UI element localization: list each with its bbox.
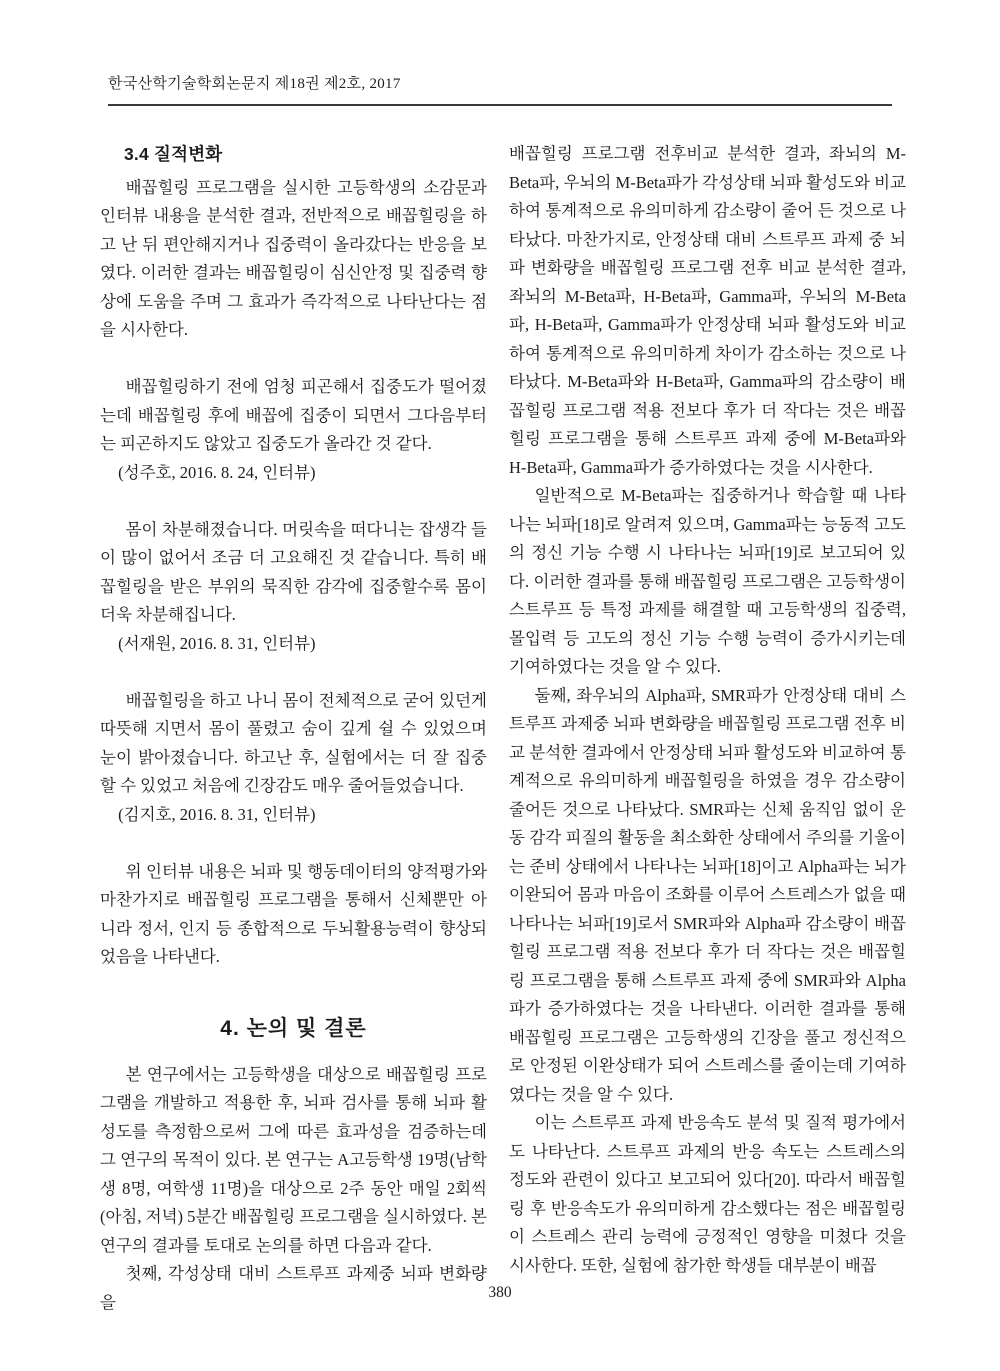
para: 첫째, 각성상태 대비 스트루프 과제중 뇌파 변화량을	[100, 1264, 487, 1312]
para: 배꼽힐링하기 전에 엄청 피곤해서 집중도가 떨어졌는데 배꼽힐링 후에 배꼽에 집중이 되면서 그다음부터는 피곤하지도 않았고 집중도가 올라간 것 같다.	[100, 377, 487, 453]
left-column	[100, 140, 487, 1317]
journal-header: 한국산학기술학회논문지 제18권 제2호, 2017	[108, 76, 401, 92]
para: 본 연구에서는 고등학생을 대상으로 배꼽힐링 프로그램을 개발하고 적용한 후, 뇌파 검사를 통해 뇌파 활성도를 측정함으로써 그에 따른 효과성을 검증하는데 그 연구의 목적이 있다. 본 연구는 A고등학생 19명(남학생 8명, 여학생 11명)을 대상으로 2주 동안 매일 2회씩(아침, 저녁) 5분간 배꼽힐링 프로그램을 실시하였다. 본 연구의 결과를 토대로 논의를 하면 다음과 같다.	[100, 1064, 487, 1255]
para: 배꼽힐링을 하고 나니 몸이 전체적으로 굳어 있던게 따뜻해 지면서 몸이 풀렸고 숨이 깊게 쉴 수 있었으며 눈이 밝아졌습니다. 하고난 후, 실험에서는 더 잘 집중할 수 있었고 처음에 긴장감도 매우 줄어들었습니다.	[100, 690, 487, 795]
page-number: 380	[488, 1284, 512, 1301]
para: 배꼽힐링 프로그램을 실시한 고등학생의 소감문과 인터뷰 내용을 분석한 결과, 전반적으로 배꼽힐링을 하고 난 뒤 편안해지거나 집중력이 올라갔다는 반응을 보였다. 이러한 결과는 배꼽힐링이 심신안정 및 집중력 향상에 도움을 주며 그 효과가 즉각적으로 나타난다는 점을 시사한다.	[100, 177, 487, 339]
para: 일반적으로 M-Beta파는 집중하거나 학습할 때 나타나는 뇌파[18]로 알려져 있으며, Gamma파는 능동적 고도의 정신 기능 수행 시 나타나는 뇌파[19]로 보고되어 있다. 이러한 결과를 통해 배꼽힐링 프로그램은 고등학생이 스트루프 등 특정 과제를 해결할 때 고등학생의 집중력, 몰입력 등 고도의 정신 기능 수행 능력이 증가시키는데 기여하였다는 것을 알 수 있다.	[509, 486, 906, 676]
citation: (성주호, 2016. 8. 24, 인터뷰)	[118, 462, 316, 482]
citation: (김지호, 2016. 8. 31, 인터뷰)	[118, 804, 316, 824]
two-column-body	[100, 140, 906, 1317]
chapter-heading: 4. 논의 및 결론	[220, 1016, 367, 1040]
para: 배꼽힐링 프로그램 전후비교 분석한 결과, 좌뇌의 M-Beta파, 우뇌의 M-Beta파가 각성상태 뇌파 활성도와 비교하여 통계적으로 유의미하게 감소량이 줄어 든 것으로 나타났다. 마찬가지로, 안정상태 대비 스트루프 과제 중 뇌파 변화량을 배꼽힐링 프로그램 전후 비교 분석한 결과, 좌뇌의 M-Beta파, H-Beta파, Gamma파, 우뇌의 M-Beta파, H-Beta파, Gamma파가 안정상태 뇌파 활성도와 비교하여 통계적으로 유의미하게 차이가 감소하는 것으로 나타났다. M-Beta파와 H-Beta파, Gamma파의 감소량이 배꼽힐링 프로그램 적용 전보다 후가 더 작다는 것은 배꼽힐링 프로그램을 통해 스트루프 과제 중에 M-Beta파와 H-Beta파, Gamma파가 증가하였다는 것을 시사한다.	[509, 144, 906, 477]
header-rule	[108, 104, 892, 106]
citation: (서재원, 2016. 8. 31, 인터뷰)	[118, 633, 316, 653]
right-column	[509, 140, 906, 1317]
para: 몸이 차분해졌습니다. 머릿속을 떠다니는 잡생각 들이 많이 없어서 조금 더 고요해진 것 같습니다. 특히 배꼽힐링을 받은 부위의 묵직한 감각에 집중할수록 몸이 더욱 차분해집니다.	[100, 519, 487, 624]
para: 위 인터뷰 내용은 뇌파 및 행동데이터의 양적평가와 마찬가지로 배꼽힐링 프로그램을 통해서 신체뿐만 아니라 정서, 인지 등 종합적으로 두뇌활용능력이 향상되었음을 나타낸다.	[100, 861, 487, 966]
para: 둘째, 좌우뇌의 Alpha파, SMR파가 안정상태 대비 스트루프 과제중 뇌파 변화량을 배꼽힐링 프로그램 전후 비교 분석한 결과에서 안정상태 뇌파 활성도와 비교하여 통계적으로 유의미하게 배꼽힐링을 하였을 경우 감소량이 줄어든 것으로 나타났다. SMR파는 신체 움직임 없이 운동 감각 피질의 활동을 최소화한 상태에서 주의를 기울이는 준비 상태에서 나타나는 뇌파[18]이고 Alpha파는 뇌가 이완되어 몸과 마음이 조화를 이루어 스트레스가 없을 때 나타나는 뇌파[19]로서 SMR파와 Alpha파 감소량이 배꼽힐링 프로그램 적용 전보다 후가 더 작다는 것은 배꼽힐링 프로그램을 통해 스트루프 과제 중에 SMR파와 Alpha파가 증가하였다는 것을 나타낸다. 이러한 결과를 통해 배꼽힐링 프로그램은 고등학생의 긴장을 풀고 정신적으로 안정된 이완상태가 되어 스트레스를 줄이는데 기여하였다는 것을 알 수 있다.	[509, 685, 906, 1104]
section-heading: 3.4 질적변화	[124, 144, 223, 164]
para: 이는 스트루프 과제 반응속도 분석 및 질적 평가에서도 나타난다. 스트루프 과제의 반응 속도는 스트레스의 정도와 관련이 있다고 보고되어 있다[20]. 따라서 배꼽힐링 후 반응속도가 유의미하게 감소했다는 점은 배꼽힐링이 스트레스 관리 능력에 긍정적인 영향을 미쳤다 것을 시사한다. 또한, 실험에 참가한 학생들 대부분이 배꼽	[509, 1113, 906, 1275]
